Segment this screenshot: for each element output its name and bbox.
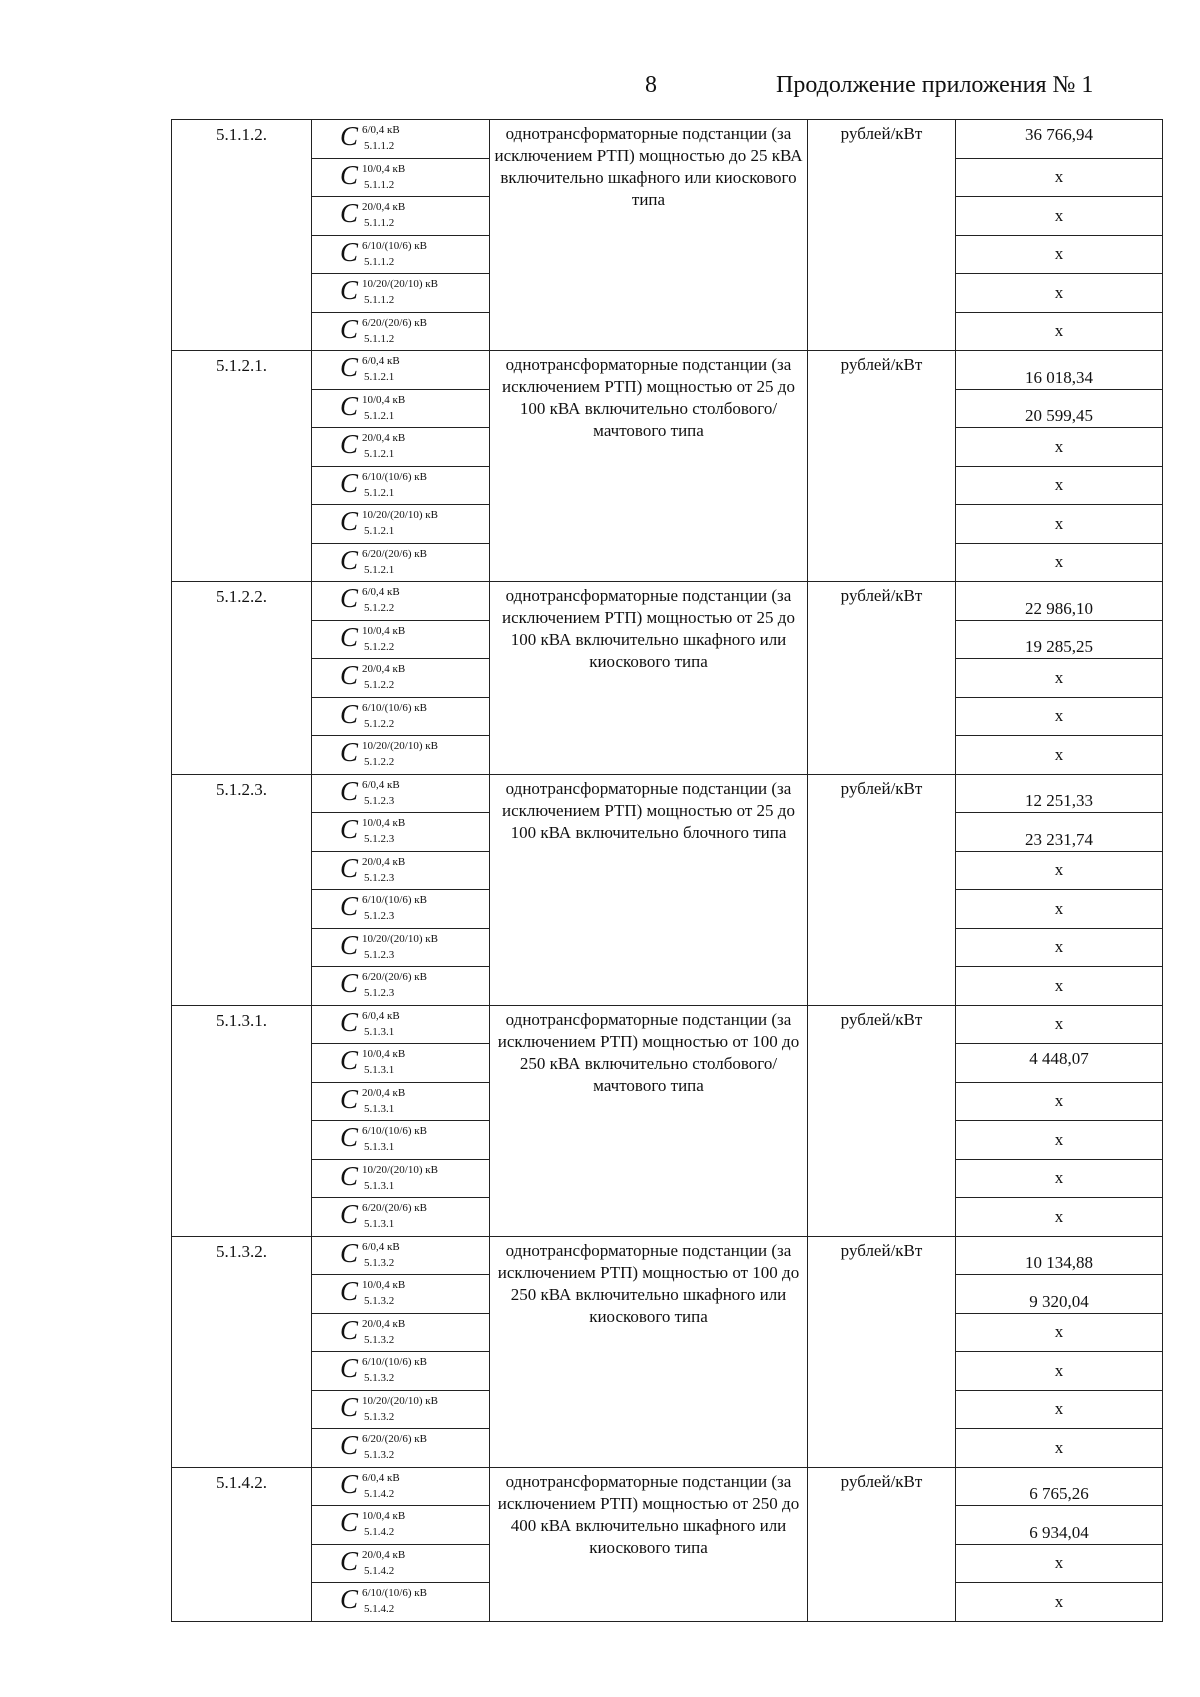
- rate-value: x: [956, 659, 1163, 698]
- item-subscript: 5.1.3.1: [364, 1064, 395, 1076]
- item-subscript: 5.1.4.2: [364, 1526, 395, 1538]
- item-subscript: 5.1.3.1: [364, 1141, 395, 1153]
- rate-symbol: C: [340, 198, 359, 228]
- rate-symbol-cell: [312, 736, 490, 775]
- rate-value: x: [956, 928, 1163, 967]
- unit-of-measure: рублей/кВт: [808, 120, 956, 351]
- rate-symbol-cell: [312, 312, 490, 351]
- item-code: 5.1.1.2.: [172, 120, 312, 351]
- rate-value: 12 251,33: [956, 774, 1163, 813]
- voltage-superscript: 20/0,4 кВ: [362, 1317, 406, 1330]
- voltage-superscript: 6/0,4 кВ: [362, 1240, 400, 1253]
- rate-value: x: [956, 274, 1163, 313]
- rate-symbol-cell: [312, 697, 490, 736]
- voltage-superscript: 10/0,4 кВ: [362, 1048, 406, 1060]
- tariff-table-body: [172, 120, 1163, 1622]
- rate-value: 36 766,94: [956, 120, 1163, 159]
- rate-symbol-cell: [312, 1583, 490, 1622]
- rate-value: x: [956, 428, 1163, 467]
- voltage-superscript: 6/0,4 кВ: [362, 778, 400, 791]
- rate-value: x: [956, 1390, 1163, 1429]
- rate-symbol: C: [340, 852, 359, 883]
- table-row: [172, 351, 1163, 390]
- voltage-superscript: 10/20/(20/10) кВ: [362, 509, 438, 521]
- item-subscript: 5.1.4.2: [364, 1603, 395, 1615]
- item-subscript: 5.1.2.2: [364, 679, 395, 691]
- item-subscript: 5.1.2.1: [364, 486, 395, 499]
- rate-value: 4 448,07: [956, 1044, 1163, 1083]
- voltage-superscript: 6/10/(10/6) кВ: [362, 701, 427, 714]
- voltage-superscript: 6/10/(10/6) кВ: [362, 894, 427, 906]
- item-subscript: 5.1.1.2: [364, 217, 395, 229]
- item-subscript: 5.1.3.1: [364, 1102, 395, 1115]
- item-subscript: 5.1.2.3: [364, 948, 395, 961]
- item-subscript: 5.1.1.2: [364, 140, 395, 152]
- voltage-superscript: 6/0,4 кВ: [362, 355, 400, 367]
- item-subscript: 5.1.3.2: [364, 1372, 395, 1384]
- rate-value: x: [956, 967, 1163, 1006]
- item-description: однотрансформаторные подстанции (за исключением РТП) мощностью от 250 до 400 кВА включительно шкафного или киоскового типа: [490, 1467, 808, 1621]
- item-description: однотрансформаторные подстанции (за исключением РТП) мощностью от 25 до 100 кВА включительно шкафного или киоскового типа: [490, 582, 808, 775]
- item-subscript: 5.1.2.1: [364, 563, 395, 576]
- rate-symbol-cell: [312, 543, 490, 582]
- rate-symbol-cell: [312, 1121, 490, 1160]
- item-description: однотрансформаторные подстанции (за исключением РТП) мощностью до 25 кВА включительно шкафного или киоскового типа: [490, 120, 808, 351]
- voltage-superscript: 10/0,4 кВ: [362, 162, 406, 175]
- item-subscript: 5.1.2.3: [364, 794, 395, 807]
- item-subscript: 5.1.2.2: [364, 602, 395, 614]
- item-subscript: 5.1.3.2: [364, 1449, 395, 1461]
- rate-value: x: [956, 1005, 1163, 1044]
- item-code: 5.1.3.2.: [172, 1236, 312, 1467]
- rate-symbol-cell: [312, 120, 490, 159]
- rate-symbol-cell: [312, 1429, 490, 1468]
- voltage-superscript: 10/0,4 кВ: [362, 393, 406, 406]
- rate-symbol-cell: [312, 890, 490, 929]
- rate-value: x: [956, 1121, 1163, 1160]
- item-subscript: 5.1.1.2: [364, 255, 395, 268]
- voltage-superscript: 6/0,4 кВ: [362, 1009, 400, 1022]
- rate-symbol-cell: [312, 1390, 490, 1429]
- rate-symbol: C: [340, 467, 359, 498]
- rate-symbol: C: [340, 968, 359, 998]
- item-subscript: 5.1.2.3: [364, 987, 395, 999]
- unit-of-measure: рублей/кВт: [808, 1005, 956, 1236]
- rate-symbol-cell: [312, 351, 490, 390]
- rate-value: 20 599,45: [956, 389, 1163, 428]
- rate-value: x: [956, 505, 1163, 544]
- rate-symbol-cell: [312, 1198, 490, 1237]
- table-row: [172, 774, 1163, 813]
- rate-value: x: [956, 466, 1163, 505]
- rate-value: x: [956, 1583, 1163, 1622]
- rate-symbol: C: [340, 1083, 359, 1114]
- rate-symbol: C: [340, 121, 359, 151]
- voltage-superscript: 20/0,4 кВ: [362, 1548, 406, 1561]
- rate-symbol: C: [340, 1353, 359, 1383]
- item-subscript: 5.1.2.1: [364, 448, 395, 460]
- item-description: однотрансформаторные подстанции (за исключением РТП) мощностью от 100 до 250 кВА включительно шкафного или киоскового типа: [490, 1236, 808, 1467]
- item-description: однотрансформаторные подстанции (за исключением РТП) мощностью от 25 до 100 кВА включительно блочного типа: [490, 774, 808, 1005]
- rate-symbol-cell: [312, 505, 490, 544]
- rate-symbol: C: [340, 1507, 359, 1537]
- rate-symbol-cell: [312, 1313, 490, 1352]
- rate-symbol-cell: [312, 1044, 490, 1083]
- item-subscript: 5.1.3.2: [364, 1295, 395, 1307]
- page-header: [0, 72, 1200, 112]
- voltage-superscript: 6/20/(20/6) кВ: [362, 316, 427, 329]
- rate-symbol-cell: [312, 466, 490, 505]
- rate-value: x: [956, 851, 1163, 890]
- item-subscript: 5.1.3.2: [364, 1333, 395, 1346]
- rate-value: x: [956, 697, 1163, 736]
- rate-symbol-cell: [312, 620, 490, 659]
- voltage-superscript: 6/20/(20/6) кВ: [362, 547, 427, 560]
- rate-value: x: [956, 736, 1163, 775]
- unit-of-measure: рублей/кВт: [808, 1467, 956, 1621]
- item-code: 5.1.2.1.: [172, 351, 312, 582]
- rate-value: 6 765,26: [956, 1467, 1163, 1506]
- rate-value: x: [956, 312, 1163, 351]
- rate-value: 23 231,74: [956, 813, 1163, 852]
- table-row: [172, 1005, 1163, 1044]
- item-subscript: 5.1.3.2: [364, 1410, 395, 1423]
- voltage-superscript: 20/0,4 кВ: [362, 663, 406, 675]
- rate-symbol-cell: [312, 235, 490, 274]
- rate-value: x: [956, 1159, 1163, 1198]
- rate-symbol: C: [340, 775, 359, 806]
- voltage-superscript: 6/0,4 кВ: [362, 586, 400, 598]
- table-row: [172, 1467, 1163, 1506]
- rate-symbol: C: [340, 506, 359, 536]
- rate-symbol: C: [340, 275, 359, 305]
- voltage-superscript: 6/0,4 кВ: [362, 1471, 400, 1484]
- voltage-superscript: 20/0,4 кВ: [362, 855, 406, 868]
- rate-value: x: [956, 890, 1163, 929]
- rate-value: 9 320,04: [956, 1275, 1163, 1314]
- rate-symbol-cell: [312, 1236, 490, 1275]
- rate-symbol: C: [340, 1006, 359, 1037]
- rate-symbol: C: [340, 429, 359, 459]
- unit-of-measure: рублей/кВт: [808, 351, 956, 582]
- rate-symbol: C: [340, 236, 359, 267]
- rate-symbol: C: [340, 1314, 359, 1345]
- voltage-superscript: 20/0,4 кВ: [362, 432, 406, 444]
- rate-value: x: [956, 1313, 1163, 1352]
- rate-symbol: C: [340, 390, 359, 421]
- item-description: однотрансформаторные подстанции (за исключением РТП) мощностью от 100 до 250 кВА включительно столбового/мачтового типа: [490, 1005, 808, 1236]
- rate-symbol: C: [340, 1430, 359, 1460]
- item-subscript: 5.1.2.3: [364, 910, 395, 922]
- rate-symbol-cell: [312, 158, 490, 197]
- table-row: [172, 120, 1163, 159]
- rate-value: 10 134,88: [956, 1236, 1163, 1275]
- voltage-superscript: 10/0,4 кВ: [362, 1279, 406, 1291]
- voltage-superscript: 6/10/(10/6) кВ: [362, 470, 427, 483]
- rate-symbol: C: [340, 583, 359, 613]
- rate-symbol-cell: [312, 274, 490, 313]
- item-subscript: 5.1.2.2: [364, 717, 395, 730]
- item-subscript: 5.1.3.1: [364, 1025, 395, 1038]
- voltage-superscript: 6/10/(10/6) кВ: [362, 1587, 427, 1599]
- rate-symbol: C: [340, 1045, 359, 1075]
- rate-symbol-cell: [312, 428, 490, 467]
- item-subscript: 5.1.3.1: [364, 1179, 395, 1192]
- rate-symbol-cell: [312, 1544, 490, 1583]
- voltage-superscript: 10/20/(20/10) кВ: [362, 740, 438, 752]
- rate-symbol-cell: [312, 389, 490, 428]
- voltage-superscript: 6/20/(20/6) кВ: [362, 1202, 427, 1214]
- item-code: 5.1.2.2.: [172, 582, 312, 775]
- rate-symbol-cell: [312, 1352, 490, 1391]
- rate-symbol-cell: [312, 1005, 490, 1044]
- item-code: 5.1.3.1.: [172, 1005, 312, 1236]
- rate-value: x: [956, 197, 1163, 236]
- rate-value: x: [956, 543, 1163, 582]
- rate-symbol: C: [340, 1122, 359, 1152]
- rate-symbol: C: [340, 1237, 359, 1268]
- rate-symbol: C: [340, 1545, 359, 1576]
- unit-of-measure: рублей/кВт: [808, 1236, 956, 1467]
- page-number: 8: [645, 72, 657, 98]
- rate-value: x: [956, 1082, 1163, 1121]
- rate-value: 16 018,34: [956, 351, 1163, 390]
- item-code: 5.1.2.3.: [172, 774, 312, 1005]
- item-subscript: 5.1.3.1: [364, 1218, 395, 1230]
- rate-symbol: C: [340, 159, 359, 190]
- rate-symbol-cell: [312, 851, 490, 890]
- voltage-superscript: 10/0,4 кВ: [362, 817, 406, 829]
- rate-symbol-cell: [312, 967, 490, 1006]
- item-subscript: 5.1.1.2: [364, 294, 395, 306]
- rate-value: x: [956, 1198, 1163, 1237]
- rate-symbol: C: [340, 814, 359, 844]
- rate-symbol: C: [340, 621, 359, 652]
- rate-value: x: [956, 1544, 1163, 1583]
- voltage-superscript: 10/20/(20/10) кВ: [362, 932, 438, 945]
- voltage-superscript: 6/20/(20/6) кВ: [362, 1433, 427, 1445]
- rate-symbol: C: [340, 698, 359, 729]
- rate-symbol-cell: [312, 1506, 490, 1545]
- continuation-title: Продолжение приложения № 1: [776, 72, 1094, 98]
- item-subscript: 5.1.2.3: [364, 833, 395, 845]
- rate-value: x: [956, 1429, 1163, 1468]
- rate-symbol-cell: [312, 1082, 490, 1121]
- rate-value: 6 934,04: [956, 1506, 1163, 1545]
- item-code: 5.1.4.2.: [172, 1467, 312, 1621]
- item-subscript: 5.1.1.2: [364, 178, 395, 191]
- voltage-superscript: 6/0,4 кВ: [362, 124, 400, 136]
- rate-value: x: [956, 158, 1163, 197]
- item-subscript: 5.1.2.2: [364, 756, 395, 768]
- rate-symbol: C: [340, 929, 359, 960]
- rate-symbol: C: [340, 891, 359, 921]
- rate-symbol-cell: [312, 1467, 490, 1506]
- rate-symbol: C: [340, 1468, 359, 1499]
- voltage-superscript: 10/20/(20/10) кВ: [362, 1394, 438, 1407]
- rate-symbol: C: [340, 1160, 359, 1191]
- rate-symbol: C: [340, 737, 359, 767]
- rate-symbol-cell: [312, 813, 490, 852]
- item-subscript: 5.1.2.1: [364, 371, 395, 383]
- voltage-superscript: 20/0,4 кВ: [362, 201, 406, 213]
- rate-value: 19 285,25: [956, 620, 1163, 659]
- item-subscript: 5.1.2.2: [364, 640, 395, 653]
- rate-symbol-cell: [312, 1159, 490, 1198]
- rate-value: x: [956, 1352, 1163, 1391]
- rate-symbol-cell: [312, 774, 490, 813]
- rate-symbol-cell: [312, 928, 490, 967]
- table-row: [172, 582, 1163, 621]
- voltage-superscript: 6/10/(10/6) кВ: [362, 1125, 427, 1137]
- rate-symbol-cell: [312, 582, 490, 621]
- rate-symbol: C: [340, 313, 359, 344]
- table-row: [172, 1236, 1163, 1275]
- item-subscript: 5.1.3.2: [364, 1256, 395, 1269]
- rate-value: x: [956, 235, 1163, 274]
- voltage-superscript: 10/0,4 кВ: [362, 624, 406, 637]
- item-subscript: 5.1.2.3: [364, 871, 395, 884]
- rate-symbol-cell: [312, 1275, 490, 1314]
- item-subscript: 5.1.2.1: [364, 409, 395, 422]
- item-subscript: 5.1.4.2: [364, 1487, 395, 1500]
- voltage-superscript: 10/20/(20/10) кВ: [362, 1163, 438, 1176]
- voltage-superscript: 10/0,4 кВ: [362, 1510, 406, 1522]
- rate-symbol-cell: [312, 659, 490, 698]
- rate-symbol: C: [340, 1199, 359, 1229]
- rate-symbol: C: [340, 1276, 359, 1306]
- rate-value: 22 986,10: [956, 582, 1163, 621]
- voltage-superscript: 20/0,4 кВ: [362, 1086, 406, 1099]
- item-subscript: 5.1.2.1: [364, 525, 395, 537]
- item-subscript: 5.1.4.2: [364, 1564, 395, 1577]
- rate-symbol: C: [340, 544, 359, 575]
- item-subscript: 5.1.1.2: [364, 332, 395, 345]
- unit-of-measure: рублей/кВт: [808, 582, 956, 775]
- voltage-superscript: 6/10/(10/6) кВ: [362, 239, 427, 252]
- rate-symbol: C: [340, 352, 359, 382]
- tariff-table: [171, 119, 1163, 1622]
- unit-of-measure: рублей/кВт: [808, 774, 956, 1005]
- voltage-superscript: 6/20/(20/6) кВ: [362, 971, 427, 983]
- rate-symbol-cell: [312, 197, 490, 236]
- rate-symbol: C: [340, 660, 359, 690]
- rate-symbol: C: [340, 1584, 359, 1614]
- voltage-superscript: 10/20/(20/10) кВ: [362, 278, 438, 290]
- rate-symbol: C: [340, 1391, 359, 1422]
- item-description: однотрансформаторные подстанции (за исключением РТП) мощностью от 25 до 100 кВА включительно столбового/мачтового типа: [490, 351, 808, 582]
- voltage-superscript: 6/10/(10/6) кВ: [362, 1356, 427, 1368]
